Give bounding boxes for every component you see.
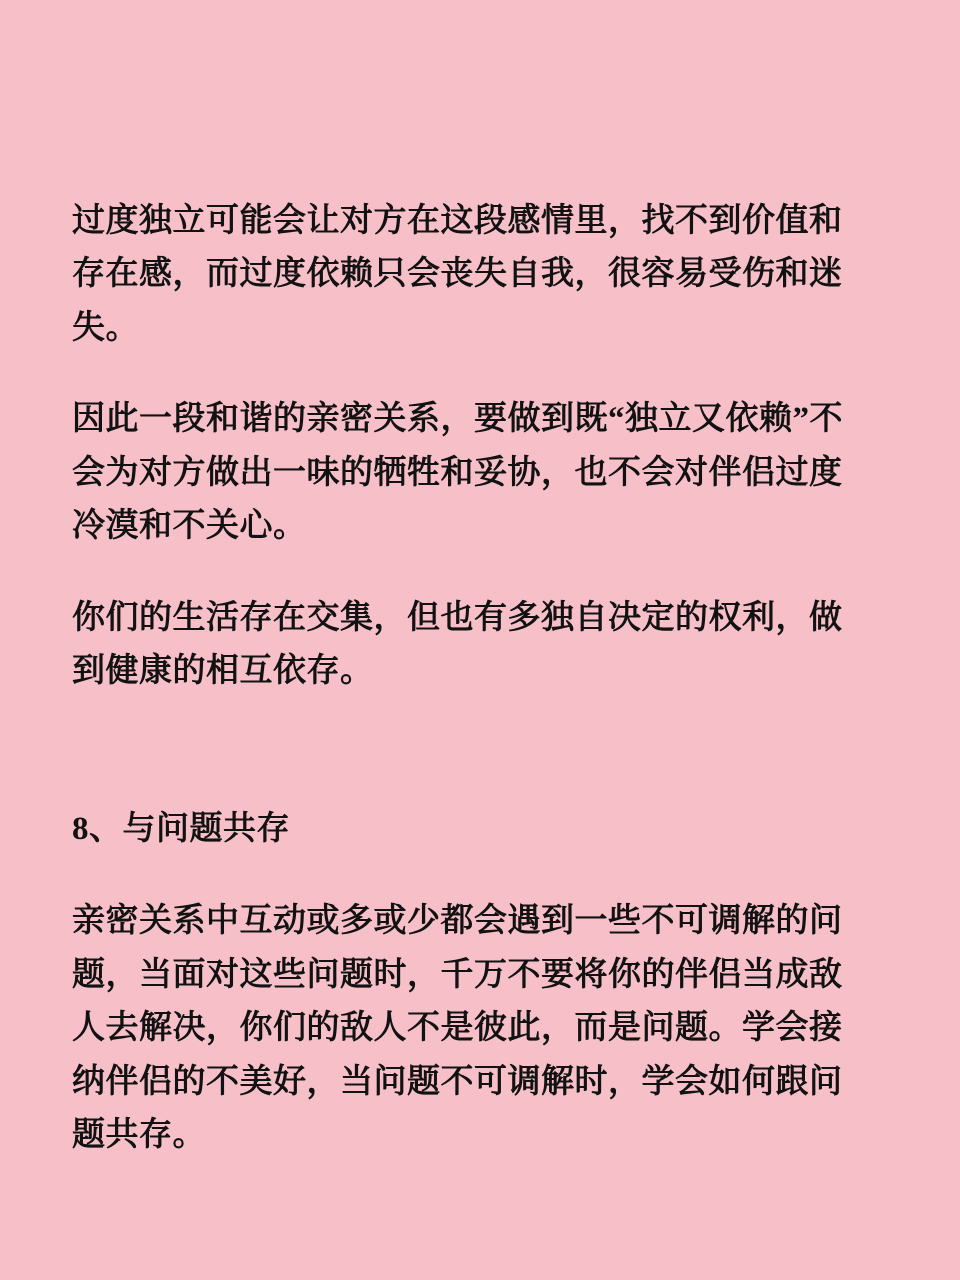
paragraph-2: 因此一段和谐的亲密关系，要做到既“独立又依赖”不会为对方做出一味的牺牲和妥协，也不会对伴侣过度冷漠和不关心。 [72, 401, 843, 545]
section-spacer [72, 737, 850, 803]
paragraph-1: 过度独立可能会让对方在这段感情里，找不到价值和存在感，而过度依赖只会丧失自我，很容易受伤和迷失。 [72, 203, 843, 346]
paragraph-3: 你们的生活存在交集，但也有多独自决定的权利，做到健康的相互依存。 [72, 599, 843, 690]
section-heading: 8、与问题共存 [72, 810, 290, 847]
section-body-text: 亲密关系中互动或多或少都会遇到一些不可调解的问题，当面对这些问题时，千万不要将你的伴侣当成敌人去解决，你们的敌人不是彼此，而是问题。学会接纳伴侣的不美好，当问题不可调解时，学会如何跟问题共存。 [72, 903, 843, 1154]
